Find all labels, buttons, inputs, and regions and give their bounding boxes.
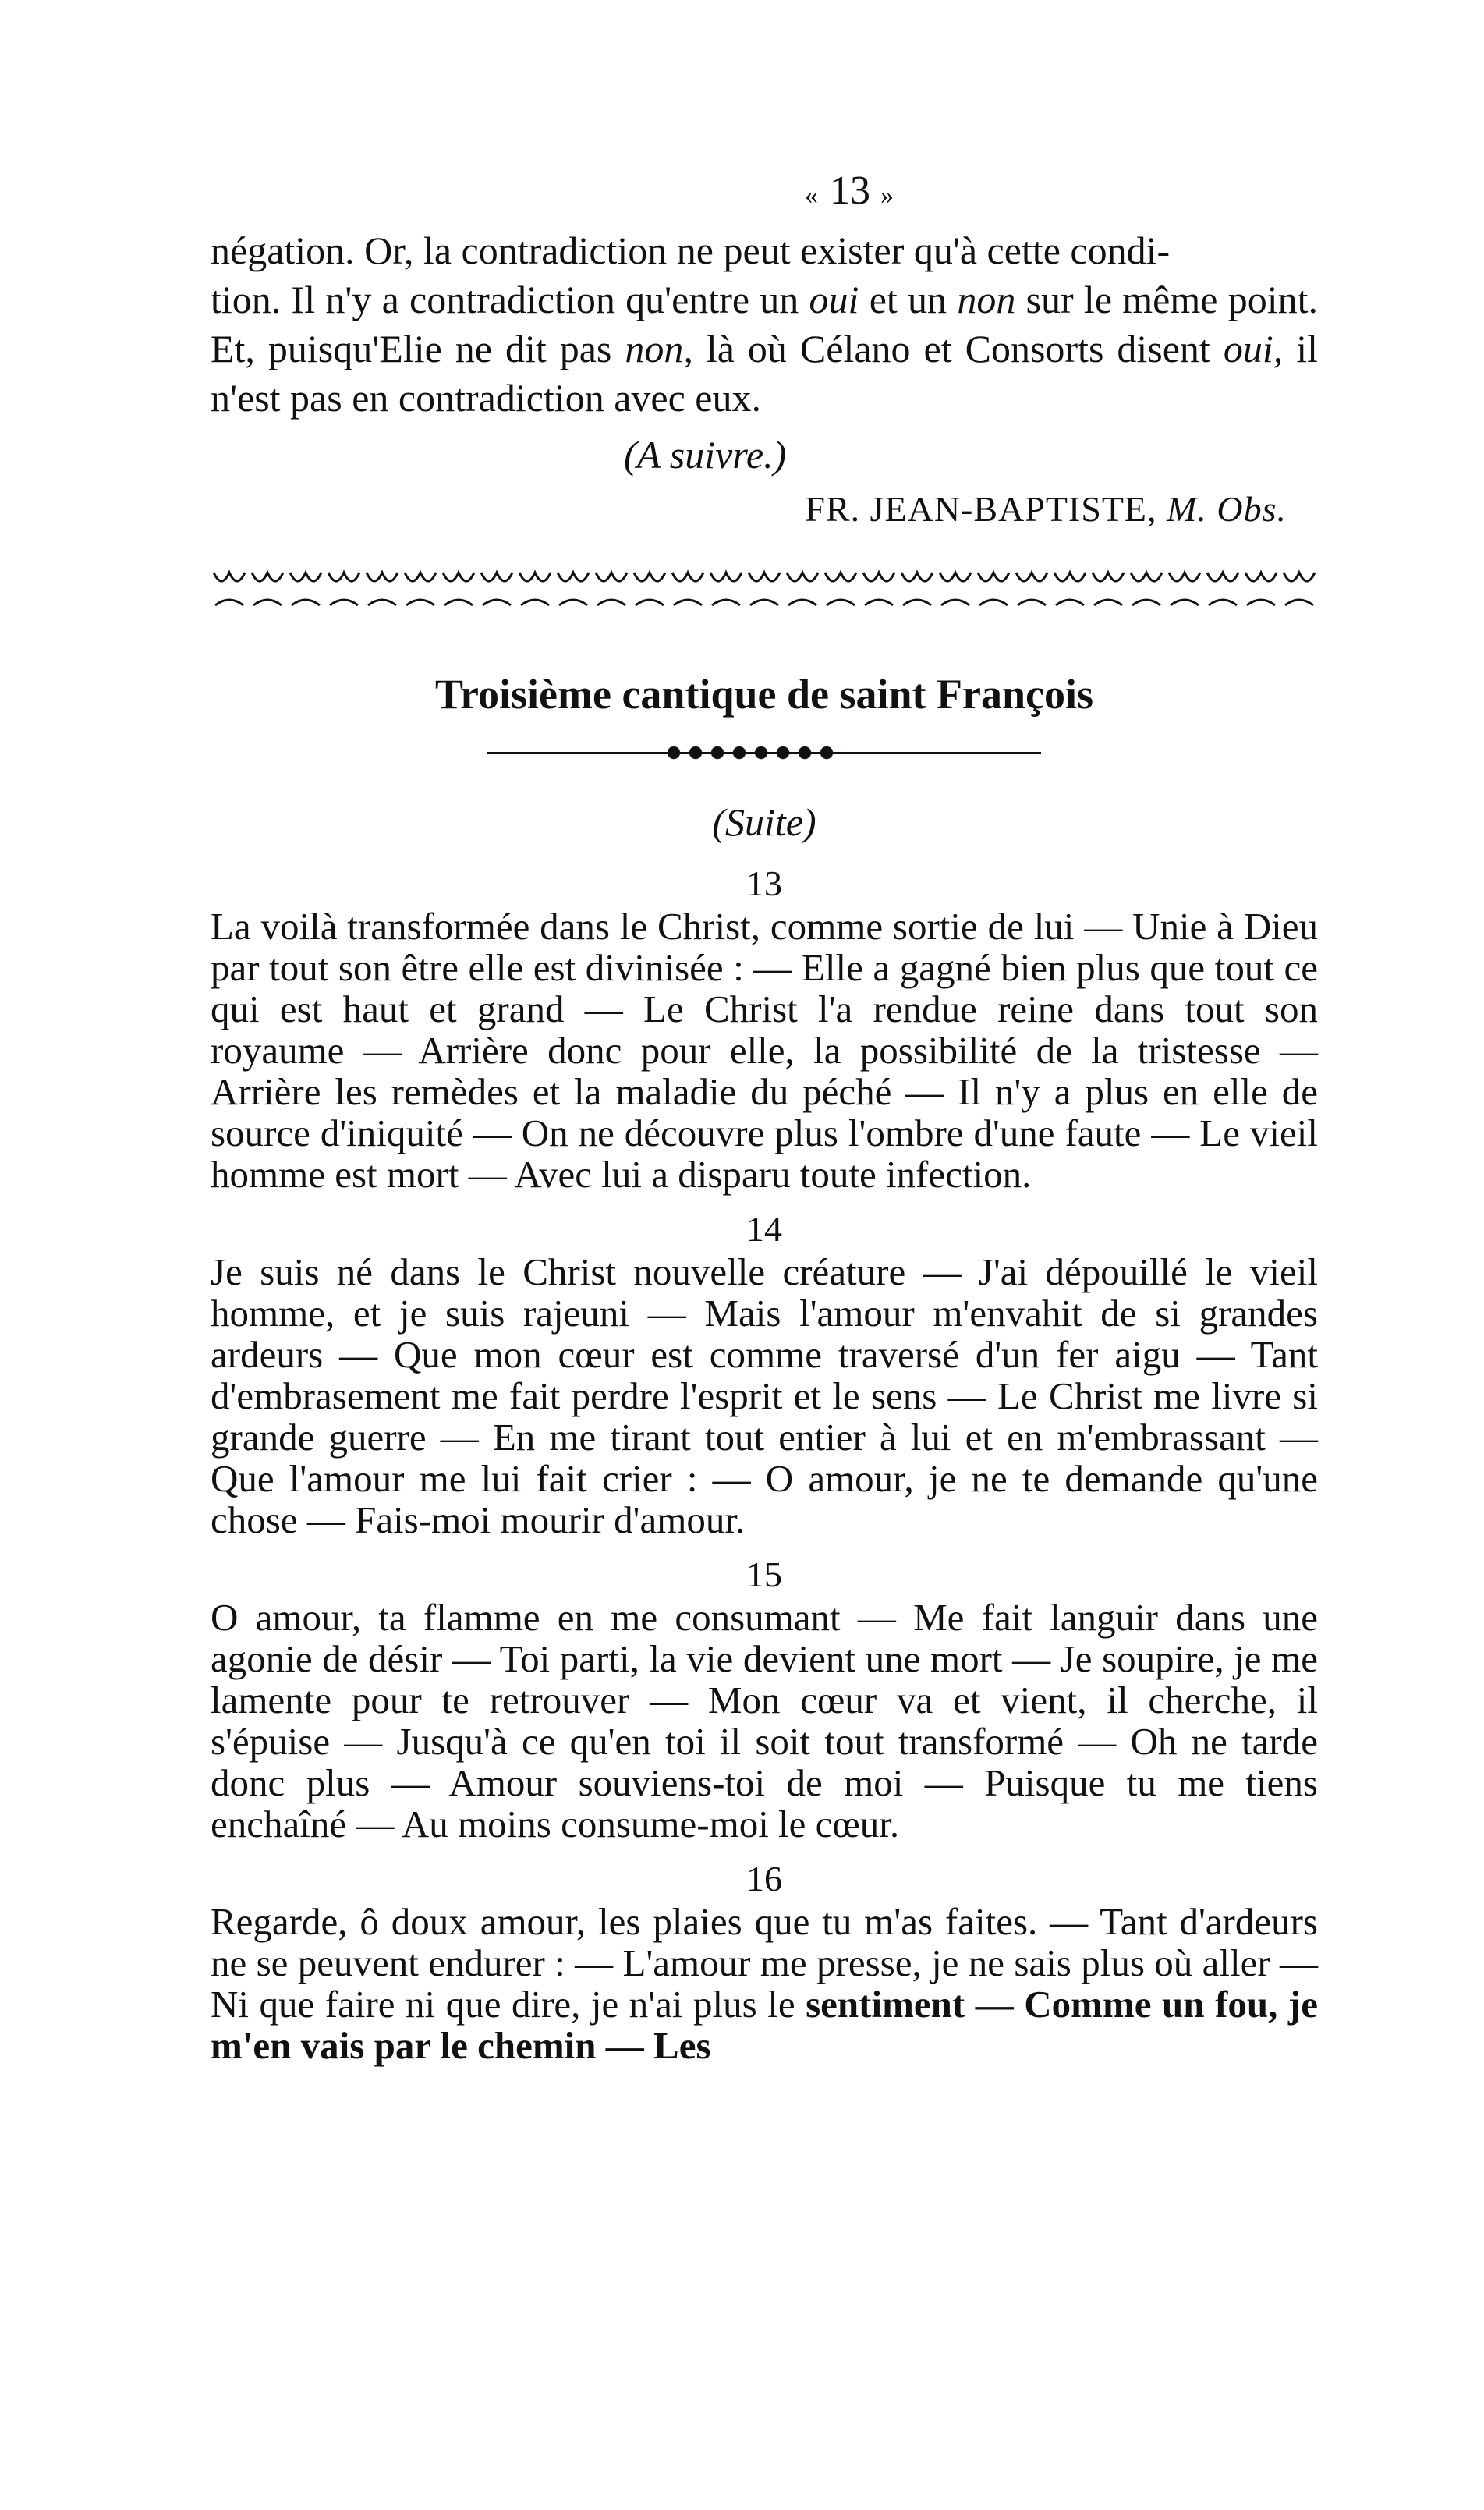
right-ornament: » — [880, 181, 895, 210]
border-motif — [863, 573, 894, 605]
border-motif — [901, 573, 933, 605]
author-order: M. Obs. — [1167, 489, 1287, 529]
border-motif — [558, 573, 589, 605]
border-motif — [1131, 573, 1162, 605]
intro-paragraph — [211, 226, 1318, 423]
intro-text: il n'est pas en contradiction avec eux. — [211, 327, 1318, 420]
border-motif — [367, 573, 398, 605]
border-motif — [405, 573, 436, 605]
border-motif — [1284, 573, 1315, 605]
title-rule — [487, 745, 1041, 760]
signature — [211, 482, 1318, 537]
border-motif — [1169, 573, 1200, 605]
intro-line-1: négation. Or, la contradiction ne peut exister qu'à cette condi- — [211, 229, 1171, 272]
stanza-text-bold-tail: sentiment — Comme un fou, je m'en vais par le chemin — Les — [211, 1983, 1318, 2067]
border-motif — [214, 573, 245, 605]
border-motif — [825, 573, 856, 605]
border-motif — [1245, 573, 1277, 605]
emphasis-oui: oui — [809, 278, 859, 321]
border-motif — [290, 573, 321, 605]
border-motif — [1207, 573, 1238, 605]
border-motif — [481, 573, 512, 605]
border-motif — [634, 573, 665, 605]
border-motif — [519, 573, 551, 605]
intro-text: et un — [859, 278, 958, 321]
emphasis-oui: oui, — [1223, 327, 1284, 370]
stanza-text-main: Regarde, ô doux amour, les plaies que tu m'as faites. — Tant d'ardeurs ne se peuvent endurer : — L'amour me presse, je ne sais plus où aller — Ni que faire ni que dire, je n'ai plus le — [211, 1900, 1318, 2026]
section-subtitle: (Suite) — [712, 800, 816, 844]
border-motif — [328, 573, 359, 605]
decorative-border — [211, 566, 1318, 613]
to-be-continued: (A suivre.) — [624, 433, 787, 477]
border-motif — [443, 573, 474, 605]
stanza-text — [211, 1901, 1318, 2066]
border-motif — [1093, 573, 1124, 605]
intro-text: là où Célano et Consorts disent — [692, 327, 1224, 370]
section-title: Troisième cantique de saint François — [435, 671, 1093, 718]
emphasis-non: non — [957, 278, 1016, 321]
border-motif — [749, 573, 780, 605]
stanza-number: 15 — [746, 1555, 782, 1594]
stanza-text: Je suis né dans le Christ nouvelle créature — J'ai dépouillé le vieil homme, et je suis rajeuni — Mais l'amour m'envahit de si grandes ardeurs — Que mon cœur est comme traversé d'un fer aigu — Tant d'embrasement me fait perdre l'esprit et le sens — Le Christ me livre si grande guerre — En me tirant tout entier à lui et en m'embrassant — Que l'amour me lui fait crier : — O amour, je ne te demande qu'une chose — Fais-moi mourir d'amour. — [211, 1250, 1318, 1541]
intro-text: tion. Il n'y a contradiction qu'entre un — [211, 278, 809, 321]
left-ornament: « — [805, 181, 820, 210]
stanza-number: 13 — [746, 863, 782, 903]
border-motif — [787, 573, 818, 605]
stanza-text: La voilà transformée dans le Christ, comme sortie de lui — Unie à Dieu par tout son être elle est divinisée : — Elle a gagné bien plus que tout ce qui est haut et grand — Le Christ l'a rendue reine dans tout son royaume — Arrière donc pour elle, la possibilité de la tristesse — Arrière les remèdes et la maladie du péché — Il n'y a plus en elle de source d'iniquité — On ne découvre plus l'ombre d'une faute — Le vieil homme est mort — Avec lui a disparu toute infection. — [211, 905, 1318, 1196]
emphasis-non: non, — [625, 327, 693, 370]
border-motif — [940, 573, 971, 605]
border-motif — [672, 573, 703, 605]
border-motif — [1054, 573, 1086, 605]
stanza-text: O amour, ta flamme en me consumant — Me fait languir dans une agonie de désir — Toi parti, la vie devient une mort — Je soupire, je me lamente pour te retrouver — Mon cœur va et vient, il cherche, il s'épuise — Jusqu'à ce qu'en toi il soit tout transformé — Oh ne tarde donc plus — Amour souviens-toi de moi — Puisque tu me tiens enchaîné — Au moins consume-moi le cœur. — [211, 1596, 1318, 1845]
border-motif — [252, 573, 283, 605]
intro-text: sur le même point. Et, puisqu'Elie ne dit pas — [211, 278, 1318, 370]
stanza-number: 16 — [746, 1859, 782, 1898]
border-motif — [978, 573, 1009, 605]
border-motif — [1016, 573, 1047, 605]
border-motif — [710, 573, 742, 605]
page-number: 13 — [830, 168, 870, 213]
author-name: FR. JEAN-BAPTISTE, — [805, 489, 1157, 529]
page-content — [211, 156, 1318, 2066]
border-motif — [596, 573, 627, 605]
stanza-number: 14 — [746, 1209, 782, 1249]
page-number-header — [382, 156, 1318, 226]
